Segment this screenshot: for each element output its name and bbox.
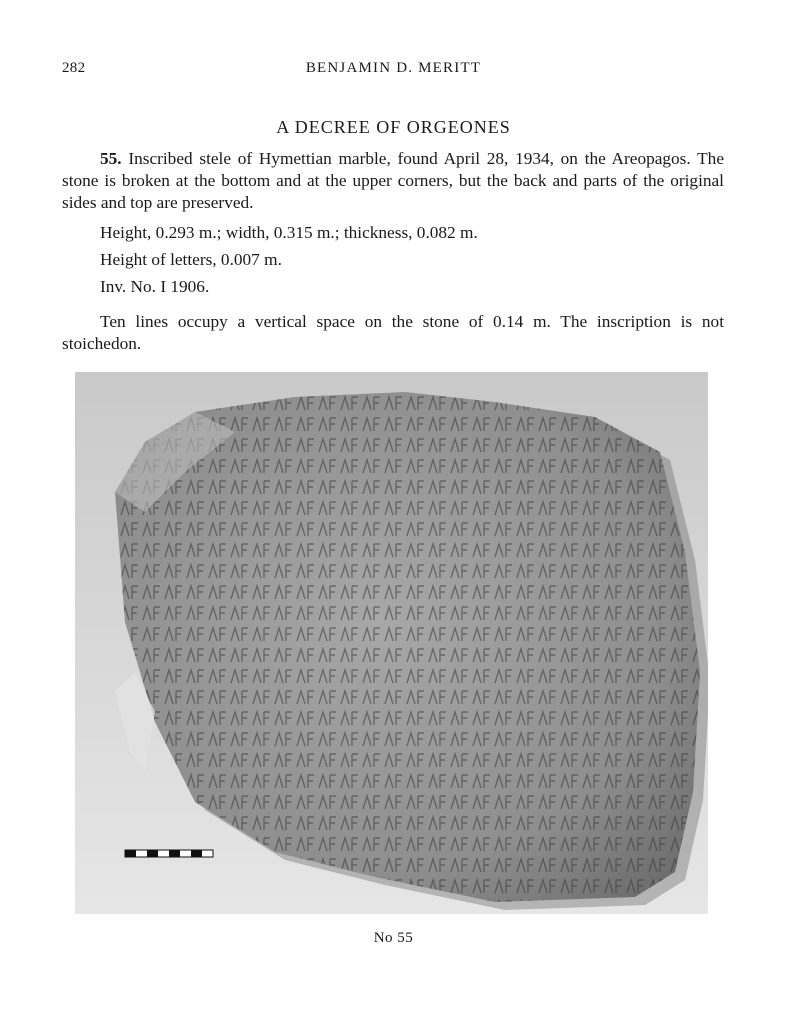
section-title: A DECREE OF ORGEONES	[276, 117, 511, 137]
running-head: BENJAMIN D. MERITT	[305, 60, 482, 76]
figure-caption: No 55	[373, 930, 414, 946]
entry-number: 55.	[100, 149, 122, 168]
inscription-note: Ten lines occupy a vertical space on the stone of 0.14 m. The inscription is not stoichedon.	[62, 312, 724, 353]
dimensions: Height, 0.293 m.; width, 0.315 m.; thickness, 0.082 m.	[100, 223, 478, 242]
entry-description	[62, 148, 724, 214]
inventory-number: Inv. No. I 1906.	[100, 277, 210, 296]
stele-photograph	[75, 372, 708, 914]
page-number: 282	[62, 60, 86, 76]
letter-height: Height of letters, 0.007 m.	[100, 250, 282, 269]
scale-bar	[125, 850, 213, 857]
entry-description-text: Inscribed stele of Hymettian marble, found April 28, 1934, on the Areopagos. The stone is broken at the bottom and at the upper corners, but the back and parts of the original sides and top are preserved.	[62, 149, 724, 212]
